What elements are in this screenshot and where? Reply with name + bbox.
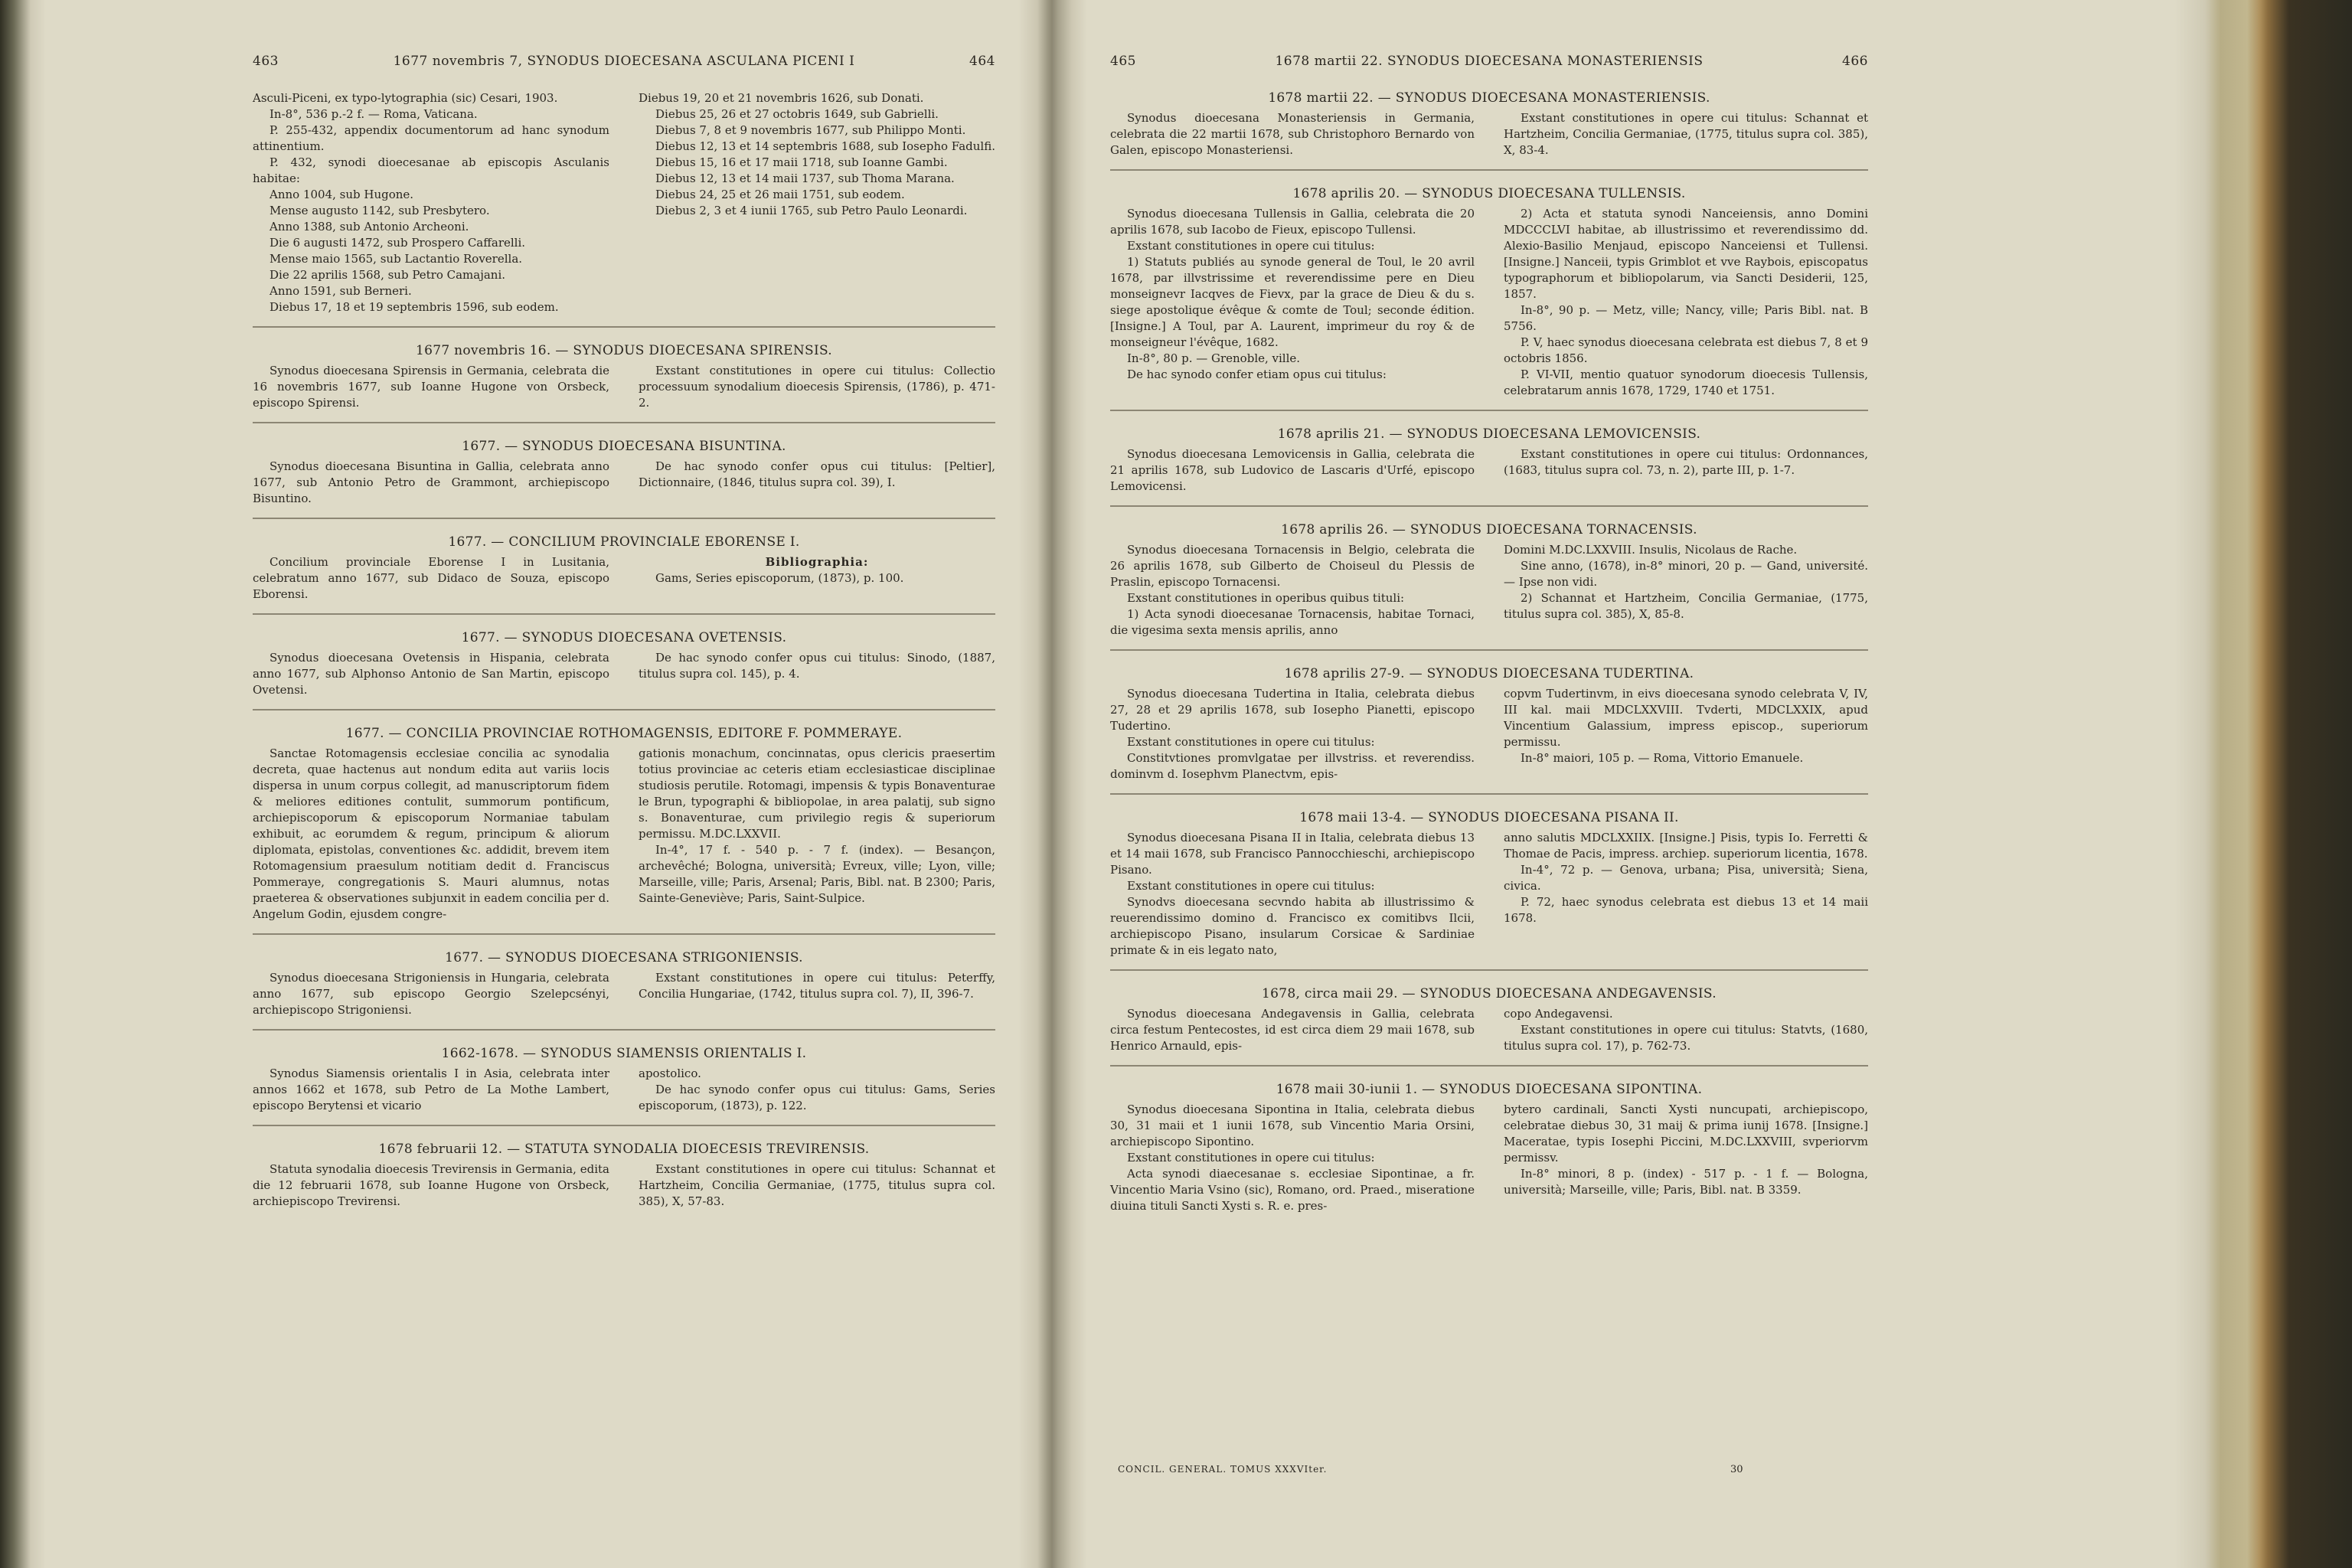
text-line: P. 72, haec synodus celebrata est diebus 13 et 14 maii 1678.	[1504, 895, 1868, 925]
entry-separator	[1110, 1065, 1868, 1067]
text-line: Exstant constitutiones in operibus quibus tituli:	[1127, 591, 1405, 605]
entry-tornacensis	[1110, 522, 1868, 639]
entry-asculana-continued	[253, 90, 995, 315]
entry-strigoniensis	[253, 950, 995, 1018]
entry-separator	[1110, 969, 1868, 971]
text-line: Statuta synodalia dioecesis Trevirensis in Germania, edita die 12 februarii 1678, sub Ioanne Hugone von Orsbeck, archiepiscopo Trevirensi.	[253, 1162, 609, 1208]
text-line: Exstant constitutiones in opere cui titulus:	[1127, 735, 1375, 749]
entry-separator	[253, 326, 995, 328]
left-page-number-a: 463	[253, 54, 279, 69]
entry-separator	[1110, 505, 1868, 507]
entry-heading: 1678 aprilis 27-9. — SYNODUS DIOECESANA TUDERTINA.	[1284, 666, 1694, 681]
entry-heading: 1677. — SYNODUS DIOECESANA OVETENSIS.	[461, 630, 787, 645]
text-line: Diebus 12, 13 et 14 maii 1737, sub Thoma Marana.	[655, 172, 955, 185]
text-line: Synodus dioecesana Sipontina in Italia, celebrata diebus 30, 31 maii et 1 iunii 1678, sub Vincentio Maria Orsini, archiepiscopo Sipontino.	[1110, 1102, 1475, 1148]
text-line: P. 432, synodi dioecesanae ab episcopis Asculanis habitae:	[253, 155, 609, 185]
entry-heading: 1678, circa maii 29. — SYNODUS DIOECESANA ANDEGAVENSIS.	[1262, 986, 1717, 1001]
entry-andegavensis	[1110, 986, 1868, 1054]
text-line: In-4°, 17 f. - 540 p. - 7 f. (index). — Besançon, archevêché; Bologna, università; Evreux, ville; Lyon, ville; Marseille, ville; Paris, Arsenal; Paris, Bibl. nat. B 2300; Paris, Sainte-Geneviève; Paris, Saint-Sulpice.	[639, 843, 995, 905]
text-line: anno salutis MDCLXXIIX. [Insigne.] Pisis, typis Io. Ferretti & Thomae de Pacis, impress. archiep. superiorum licentia, 1678.	[1504, 831, 1868, 861]
entry-rothomagensis	[253, 726, 995, 923]
entry-sipontina	[1110, 1082, 1868, 1214]
left-page-number-b: 464	[969, 54, 995, 69]
text-line: apostolico.	[639, 1067, 701, 1080]
entry-heading: 1677. — CONCILIUM PROVINCIALE EBORENSE I.	[448, 534, 800, 550]
right-running-title: 1678 martii 22. SYNODUS DIOECESANA MONASTERIENSIS	[1275, 54, 1704, 69]
text-line: gationis monachum, concinnatas, opus clericis praesertim totius provinciae ac ceteris etiam ecclesiasticae disciplinae studiosis perutile. Rotomagi, impensis & typis Bonaventurae le Brun, typographi & bibliopolae, in area palatij, sub signo s. Bonaventurae, cum privilegio regis & superiorum permissu. M.DC.LXXVII.	[639, 746, 995, 841]
entry-siamensis	[253, 1046, 995, 1114]
text-line: In-4°, 72 p. — Genova, urbana; Pisa, università; Siena, civica.	[1504, 863, 1868, 893]
text-line: 2) Schannat et Hartzheim, Concilia Germaniae, (1775, titulus supra col. 385), X, 85-8.	[1504, 591, 1868, 621]
text-line: P. V, haec synodus dioecesana celebrata est diebus 7, 8 et 9 octobris 1856.	[1504, 335, 1868, 365]
right-page-number-b: 466	[1842, 54, 1868, 69]
text-line: Synodus dioecesana Tudertina in Italia, celebrata diebus 27, 28 et 29 aprilis 1678, sub Iosepho Pianetti, episcopo Tudertino.	[1110, 687, 1475, 733]
text-line: Mense maio 1565, sub Lactantio Roverella.	[270, 252, 523, 266]
entry-heading: 1678 februarii 12. — STATUTA SYNODALIA DIOECESIS TREVIRENSIS.	[378, 1142, 870, 1157]
entry-separator	[1110, 649, 1868, 651]
entry-heading: 1678 maii 13-4. — SYNODUS DIOECESANA PISANA II.	[1299, 810, 1679, 825]
entry-eborense	[253, 534, 995, 603]
entry-trevirensis	[253, 1142, 995, 1210]
text-line: 2) Acta et statuta synodi Nanceiensis, anno Domini MDCCCLVI habitae, ab illustrissimo et reverendissimo dd. Alexio-Basilio Menjaud, episcopo Nanceiensi et Tullensi. [Insigne.] Nanceii, typis Grimblot et vve Raybois, episcopatus typographorum et bibliopolarum, via Sancti Desiderii, 125, 1857.	[1504, 207, 1868, 301]
entry-separator	[1110, 410, 1868, 411]
entry-col-1	[253, 90, 609, 315]
text-line: Anno 1591, sub Berneri.	[270, 284, 412, 298]
right-page-number-a: 465	[1110, 54, 1136, 69]
entry-heading: 1678 aprilis 20. — SYNODUS DIOECESANA TULLENSIS.	[1292, 186, 1686, 201]
entry-heading: 1678 aprilis 21. — SYNODUS DIOECESANA LEMOVICENSIS.	[1277, 426, 1701, 442]
text-line: Sine anno, (1678), in-8° minori, 20 p. — Gand, université. — Ipse non vidi.	[1504, 559, 1868, 589]
text-line: Exstant constitutiones in opere cui titulus:	[1127, 1151, 1375, 1165]
text-line: Diebus 24, 25 et 26 maii 1751, sub eodem.	[655, 188, 905, 201]
text-line: copo Andegavensi.	[1504, 1007, 1613, 1021]
text-line: P. 255-432, appendix documentorum ad hanc synodum attinentium.	[253, 123, 609, 153]
text-line: Exstant constitutiones in opere cui titulus:	[1127, 879, 1375, 893]
text-line: Synodus dioecesana Tullensis in Gallia, celebrata die 20 aprilis 1678, sub Iacobo de Fieux, episcopo Tullensi.	[1110, 207, 1475, 237]
entry-heading: 1662-1678. — SYNODUS SIAMENSIS ORIENTALIS I.	[441, 1046, 807, 1061]
page-footer-number: 30	[1730, 1464, 1743, 1475]
entry-spirensis	[253, 343, 995, 411]
text-line: copvm Tudertinvm, in eivs dioecesana synodo celebrata V, IV, III kal. maii MDCLXXVIII. Tvderti, MDCLXXIX, apud Vincentium Galassium, impress episcop., superiorum permissu.	[1504, 687, 1868, 749]
text-line: De hac synodo confer opus cui titulus: Sinodo, (1887, titulus supra col. 145), p. 4.	[639, 651, 995, 681]
text-line: In-8°, 90 p. — Metz, ville; Nancy, ville; Paris Bibl. nat. B 5756.	[1504, 303, 1868, 333]
entry-heading: 1677. — SYNODUS DIOECESANA BISUNTINA.	[462, 439, 786, 454]
text-line: In-8° minori, 8 p. (index) - 517 p. - 1 f. — Bologna, università; Marseille, ville; Paris, Bibl. nat. B 3359.	[1504, 1167, 1868, 1197]
text-line: P. VI-VII, mentio quatuor synodorum dioecesis Tullensis, celebratarum annis 1678, 1729, 1740 et 1751.	[1504, 368, 1868, 397]
entry-heading: 1678 martii 22. — SYNODUS DIOECESANA MONASTERIENSIS.	[1268, 90, 1710, 106]
text-line: Diebus 17, 18 et 19 septembris 1596, sub eodem.	[270, 300, 559, 314]
text-line: bytero cardinali, Sancti Xysti nuncupati, archiepiscopo, celebratae diebus 30, 31 maij & prima iunij 1678. [Insigne.] Maceratae, typis Iosephi Piccini, M.DC.LXXVIII, svperiorvm permissv.	[1504, 1102, 1868, 1165]
entry-separator	[1110, 169, 1868, 171]
text-line: Synodus dioecesana Strigoniensis in Hungaria, celebrata anno 1677, sub episcopo Georgio Szelepcsényi, archiepiscopo Strigoniensi.	[253, 971, 609, 1017]
entry-monasteriensis	[1110, 90, 1868, 158]
right-page	[1102, 0, 1876, 1568]
entry-heading: 1678 aprilis 26. — SYNODUS DIOECESANA TORNACENSIS.	[1281, 522, 1697, 537]
entry-lemovicensis	[1110, 426, 1868, 495]
entry-col-2	[639, 90, 995, 315]
text-line: Synodus dioecesana Pisana II in Italia, celebrata diebus 13 et 14 maii 1678, sub Francisco Pannocchieschi, archiepiscopo Pisano.	[1110, 831, 1475, 877]
text-line: De hac synodo confer etiam opus cui titulus:	[1127, 368, 1387, 381]
text-line: De hac synodo confer opus cui titulus: [Peltier], Dictionnaire, (1846, titulus supra col. 39), I.	[639, 459, 995, 489]
text-line: Die 6 augusti 1472, sub Prospero Caffarelli.	[270, 236, 526, 250]
text-line: De hac synodo confer opus cui titulus: Gams, Series episcoporum, (1873), p. 122.	[639, 1083, 995, 1112]
text-line: Die 22 aprilis 1568, sub Petro Camajani.	[270, 268, 506, 282]
text-line: Synodus dioecesana Andegavensis in Gallia, celebrata circa festum Pentecostes, id est circa diem 29 maii 1678, sub Henrico Arnauld, epis-	[1110, 1007, 1475, 1053]
text-line: Diebus 19, 20 et 21 novembris 1626, sub Donati.	[639, 91, 924, 105]
left-content	[253, 90, 995, 1213]
text-line: In-8° maiori, 105 p. — Roma, Vittorio Emanuele.	[1521, 751, 1804, 765]
text-line: Anno 1004, sub Hugone.	[270, 188, 414, 201]
text-line: Diebus 2, 3 et 4 iunii 1765, sub Petro Paulo Leonardi.	[655, 204, 968, 217]
text-line: Synodus dioecesana Tornacensis in Belgio, celebrata die 26 aprilis 1678, sub Gilberto de Choiseul du Plessis de Praslin, episcopo Tornacensi.	[1110, 543, 1475, 589]
text-line: Diebus 15, 16 et 17 maii 1718, sub Ioanne Gambi.	[655, 155, 948, 169]
text-line: Synodus dioecesana Spirensis in Germania, celebrata die 16 novembris 1677, sub Ioanne Hugone von Orsbeck, episcopo Spirensi.	[253, 364, 609, 410]
text-line: Concilium provinciale Eborense I in Lusitania, celebratum anno 1677, sub Didaco de Souza, episcopo Eborensi.	[253, 555, 609, 601]
text-line: Exstant constitutiones in opere cui titulus: Peterffy, Concilia Hungariae, (1742, titulus supra col. 7), II, 396-7.	[639, 971, 995, 1001]
text-line: Diebus 12, 13 et 14 septembris 1688, sub Iosepho Fadulfi.	[655, 139, 995, 153]
text-line: Exstant constitutiones in opere cui titulus: Schannat et Hartzheim, Concilia Germaniae, (1775, titulus supra col. 385), X, 83-4.	[1504, 111, 1868, 157]
text-line: In-8°, 80 p. — Grenoble, ville.	[1127, 351, 1301, 365]
entry-heading: 1677. — SYNODUS DIOECESANA STRIGONIENSIS.	[445, 950, 803, 965]
text-line: Synodus dioecesana Bisuntina in Gallia, celebrata anno 1677, sub Antonio Petro de Grammont, archiepiscopo Bisuntino.	[253, 459, 609, 505]
text-line: Sanctae Rotomagensis ecclesiae concilia ac synodalia decreta, quae hactenus aut nondum edita aut variis locis dispersa in unum corpus collegit, ad manuscriptorum fidem & meliores editiones contulit, summorum pontificum, archiepiscoporum & episcoporum Normaniae tabulam exhibuit, ac eorumdem & regum, principum & aliorum diplomata, epistolas, conventiones &c. addidit, brevem item Rotomagensium praesulum notitiam dedit d. Franciscus Pommeraye, congregationis S. Mauri alumnus, notas praeterea & observationes subjunxit in eadem concilia per d. Angelum Godin, ejusdem congre-	[253, 746, 609, 921]
entry-heading: 1677. — CONCILIA PROVINCIAE ROTHOMAGENSIS, EDITORE F. POMMERAYE.	[345, 726, 903, 741]
text-line: Synodus dioecesana Lemovicensis in Gallia, celebrata die 21 aprilis 1678, sub Ludovico de Lascaris d'Urfé, episcopo Lemovicensi.	[1110, 447, 1475, 493]
text-line: Exstant constitutiones in opere cui titulus: Schannat et Hartzheim, Concilia Germaniae, (1775, titulus supra col. 385), X, 57-83.	[639, 1162, 995, 1208]
text-line: Synodvs dioecesana secvndo habita ab illustrissimo & reuerendissimo domino d. Francisco ex comitibvs Ilcii, archiepiscopo Pisano, insularum Corsicae & Sardiniae primate & in eis legato nato,	[1110, 895, 1475, 957]
text-line: 1) Acta synodi dioecesanae Tornacensis, habitae Tornaci, die vigesima sexta mensis aprilis, anno	[1110, 607, 1475, 637]
entry-ovetensis	[253, 630, 995, 698]
text-line: Domini M.DC.LXXVIII. Insulis, Nicolaus de Rache.	[1504, 543, 1798, 557]
text-line: Exstant constitutiones in opere cui titulus: Statvts, (1680, titulus supra col. 17), p. 762-73.	[1504, 1023, 1868, 1053]
page-footer-signature: CONCIL. GENERAL. TOMUS XXXVIter.	[1118, 1464, 1328, 1475]
right-content	[1110, 90, 1868, 1217]
text-line: Synodus dioecesana Monasteriensis in Germania, celebrata die 22 martii 1678, sub Christophoro Bernardo von Galen, episcopo Monasteriensi.	[1110, 111, 1475, 157]
entry-separator	[253, 709, 995, 710]
text-line: Exstant constitutiones in opere cui titulus:	[1127, 239, 1375, 253]
entry-separator	[253, 1125, 995, 1126]
bibliographia-label: Bibliographia:	[765, 555, 869, 569]
entry-bisuntina	[253, 439, 995, 507]
entry-pisana	[1110, 810, 1868, 959]
entry-heading: 1678 maii 30-iunii 1. — SYNODUS DIOECESANA SIPONTINA.	[1276, 1082, 1703, 1097]
entry-separator	[1110, 793, 1868, 795]
text-line: Asculi-Piceni, ex typo-lytographia (sic) Cesari, 1903.	[253, 91, 558, 105]
text-line: Exstant constitutiones in opere cui titulus: Collectio processuum synodalium dioecesis Spirensis, (1786), p. 471-2.	[639, 364, 995, 410]
text-line: Mense augusto 1142, sub Presbytero.	[270, 204, 490, 217]
entry-tullensis	[1110, 186, 1868, 399]
text-line: Gams, Series episcoporum, (1873), p. 100.	[655, 571, 904, 585]
entry-separator	[253, 422, 995, 423]
text-line: Synodus Siamensis orientalis I in Asia, celebrata inter annos 1662 et 1678, sub Petro de La Mothe Lambert, episcopo Berytensi et vicario	[253, 1067, 609, 1112]
entry-tudertina	[1110, 666, 1868, 782]
text-line: In-8°, 536 p.-2 f. — Roma, Vaticana.	[270, 107, 478, 121]
left-page	[245, 0, 1003, 1568]
text-line: Diebus 7, 8 et 9 novembris 1677, sub Philippo Monti.	[655, 123, 966, 137]
text-line: Anno 1388, sub Antonio Archeoni.	[270, 220, 469, 234]
text-line: Synodus dioecesana Ovetensis in Hispania, celebrata anno 1677, sub Alphonso Antonio de San Martin, episcopo Ovetensi.	[253, 651, 609, 697]
entry-separator	[253, 933, 995, 935]
text-line: Acta synodi diaecesanae s. ecclesiae Sipontinae, a fr. Vincentio Maria Vsino (sic), Romano, ord. Praed., miseratione diuina tituli Sancti Xysti s. R. e. pres-	[1110, 1167, 1475, 1213]
entry-separator	[253, 518, 995, 519]
text-line: Constitvtiones promvlgatae per illvstriss. et reverendiss. dominvm d. Iosephvm Planectvm, epis-	[1110, 751, 1475, 781]
right-running-header	[1102, 54, 1876, 77]
text-line: 1) Statuts publiés au synode general de Toul, le 20 avril 1678, par illvstrissime et reverendissime pere en Dieu monseignevr Iacqves de Fievx, par la grace de Dieu & du s. siege apostolique évêque & comte de Toul; seconde édition. [Insigne.] A Toul, par A. Laurent, imprimeur du roy & de monseigneur l'évêque, 1682.	[1110, 255, 1475, 349]
text-line: Diebus 25, 26 et 27 octobris 1649, sub Gabrielli.	[655, 107, 939, 121]
entry-heading: 1677 novembris 16. — SYNODUS DIOECESANA SPIRENSIS.	[415, 343, 833, 358]
left-running-title: 1677 novembris 7, SYNODUS DIOECESANA ASCULANA PICENI I	[393, 54, 855, 69]
entry-separator	[253, 1029, 995, 1031]
left-running-header	[245, 54, 1003, 77]
entry-separator	[253, 613, 995, 615]
text-line: Exstant constitutiones in opere cui titulus: Ordonnances, (1683, titulus supra col. 73, n. 2), parte III, p. 1-7.	[1504, 447, 1868, 477]
